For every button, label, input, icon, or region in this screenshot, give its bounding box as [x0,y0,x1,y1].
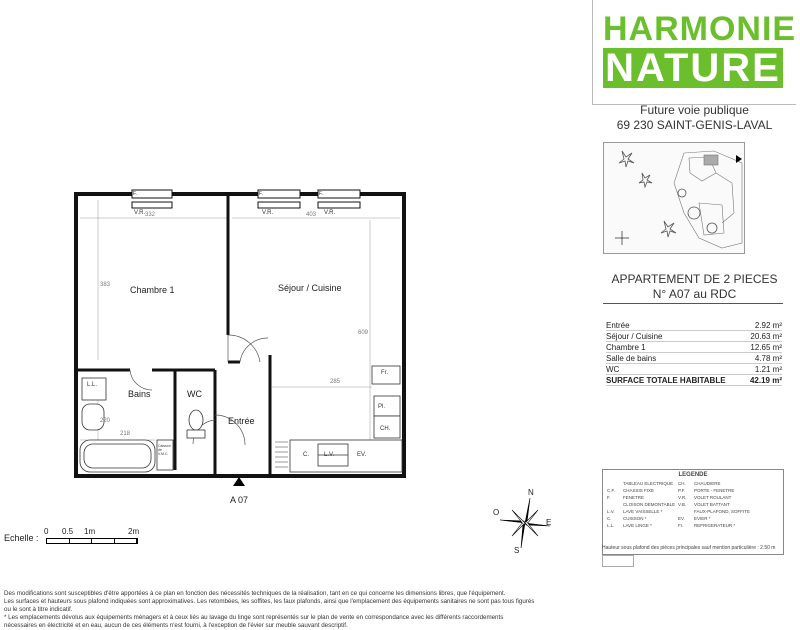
legend-desc: CUISSON * [623,516,647,521]
label-vr: V.R. [324,210,336,216]
dim-218: 218 [120,431,131,437]
label-vr: V.R. [262,210,274,216]
legend-desc: REFRIGERATEUR * [694,523,736,528]
legend-desc: PORTE - FENETRE [694,488,735,493]
area-row [606,331,782,342]
room-entree: Entrée [228,416,255,426]
compass-s: S [514,546,520,555]
label-pl: Pl. [378,404,386,410]
total-label: SURFACE TOTALE HABITABLE [606,375,745,386]
area-value: 20.63 m² [745,331,782,342]
area-value: 1.21 m² [745,364,782,375]
label-f: F. [133,191,137,197]
blank-box [602,555,634,567]
scale-tick: 0 [44,527,49,536]
compass-n: N [528,488,534,497]
area-label: WC [606,364,745,375]
legend-abbr [607,502,623,507]
legend-desc: CHAUDIERE [694,481,721,486]
logo-nature: NATURE [603,48,783,88]
scale-tick: 1m [84,527,96,536]
label-ch: CH. [380,426,391,432]
room-sejour: Séjour / Cuisine [278,283,342,293]
label-ev: EV. [357,452,367,458]
area-row [606,364,782,375]
legend-abbr: P.F. [678,488,686,493]
legend-desc: LAVE LINGE * [623,523,652,528]
address-line1: Future voie publique [640,103,749,117]
site-plan-drawing [604,143,744,253]
legend-abbr: CH. [678,481,686,486]
dim-285: 285 [330,379,341,385]
legend-desc: CLOISON DEMONTABLE [623,502,676,507]
area-value: 2.92 m² [745,320,782,331]
address [592,103,797,133]
legend-desc: VOLET BATTANT [694,502,730,507]
label-lv: L.V. [324,452,335,458]
legend-abbr: EV. [678,516,685,521]
dim-609: 609 [358,330,369,336]
disclaimer-line: nécessaires en électricité et en eau, aucun de ces éléments n'est fourni, à l'exception de l'évier sur meuble sauvant descriptif. [4,622,348,629]
label-fr: Fr. [381,370,388,376]
legend-abbr: F. [607,495,611,500]
unit-id: A 07 [230,495,249,505]
legend [602,469,784,555]
legend-abbr: V.B. [678,502,687,507]
dim-383: 383 [100,282,111,288]
label-ll: L.L. [87,382,98,388]
address-line2: 69 230 SAINT-GENIS-LAVAL [616,118,773,132]
label-c: C. [303,452,309,458]
compass-o: O [493,508,500,517]
legend-desc: VOLET ROULANT [694,495,732,500]
legend-desc: FAUX-PLAFOND, SOFFITE [694,509,751,514]
dim-403: 403 [306,212,317,218]
area-label: Entrée [606,320,745,331]
logo-harmonie: HARMONIE [603,10,797,48]
area-value: 12.65 m² [745,342,782,353]
area-row [606,320,782,331]
legend-abbr: V.R. [678,495,687,500]
compass [490,488,560,558]
area-total-row [606,375,782,386]
divider [603,303,783,304]
legend-abbr: C.F. [607,488,616,493]
compass-e: E [546,518,552,527]
dim-220: 220 [100,418,111,424]
scale-tick: 2m [128,527,140,536]
area-label: Chambre 1 [606,342,745,353]
area-row [606,342,782,353]
label-f: F. [319,191,323,197]
area-value: 4.78 m² [745,353,782,364]
scale-tick: 0.5 [62,527,74,536]
legend-desc: LAVE VAISSELLE * [623,509,663,514]
room-wc: WC [187,389,202,399]
legend-desc: EVIER * [694,516,711,521]
site-map [603,142,745,254]
scale-bar [46,538,138,544]
legend-desc: CHASSIS FIXE [623,488,655,493]
apartment-heading [592,272,797,302]
area-label: Séjour / Cuisine [606,331,745,342]
legend-abbr: Fr. [678,523,684,528]
legend-abbr [678,509,694,514]
area-table [606,320,782,386]
legend-abbr: C. [607,516,612,521]
legend-abbr [607,481,623,486]
label-caisson: Caisson de V.M.C. [158,444,171,456]
label-f: F. [259,191,263,197]
apartment-title: APPARTEMENT DE 2 PIECES [611,272,778,286]
room-bains: Bains [128,389,151,399]
ceiling-height-note: Hauteur sous plafond des pièces principales sauf mention particulière : 2.50 m [602,545,776,551]
legend-abbr: L.V. [607,509,615,514]
scale-label: Echelle : [4,533,39,543]
disclaimer-line: * Les emplacements dévolus aux équipements ménagers et à ceux liés au lavage du linge sont représentés sur le plan de vente en correspondance avec les différents raccordements [4,614,504,621]
area-row [606,353,782,364]
legend-desc: TABLEAU ELECTRIQUE [623,481,674,486]
disclaimer-line: Des modifications sont susceptibles d'être apportées à ce plan en fonction des nécessités techniques de la réalisation, tant en ce qui concerne les dimensions libres, que l'équipement. [4,590,506,597]
disclaimer [4,590,564,630]
dim-332: 332 [145,212,156,218]
disclaimer-line: Les surfaces et hauteurs sous plafond indiquées sont approximatives. Les retombées, les soffites, les faux plafonds, ainsi que l'emplacement des équipements sanitaires ne sont pas tous figurés [4,598,535,605]
room-chambre: Chambre 1 [130,285,175,295]
legend-grid [607,481,779,528]
disclaimer-line: ou le sont à titre indicatif. [4,606,73,613]
apartment-number: N° A07 au RDC [652,287,737,301]
legend-desc: FENETRE [623,495,645,500]
legend-title: LEGENDE [678,472,708,478]
total-value: 42.19 m² [745,375,782,386]
label-vr: V.R. [134,210,146,216]
area-label: Salle de bains [606,353,745,364]
legend-abbr: L.L. [607,523,615,528]
